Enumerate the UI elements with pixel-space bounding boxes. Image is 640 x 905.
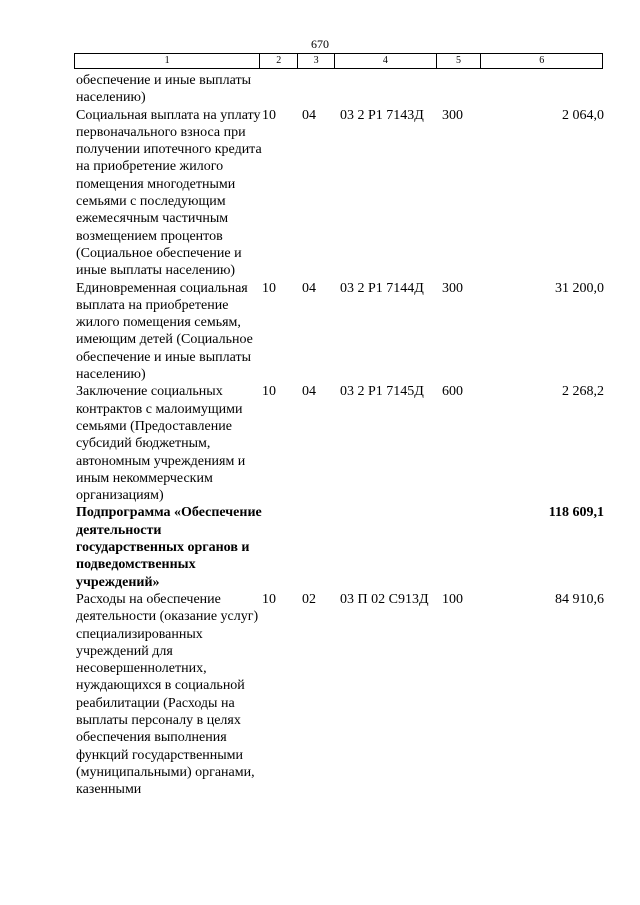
row-name: Расходы на обеспечение деятельности (оказание услуг) специализированных учреждений для несовершеннолетних, нуждающихся в социальной реабилитации (Расходы на выплаты персоналу в целях обеспечения выполнения функций государственными (муниципальными) органами, казенными [76, 591, 259, 798]
row-target-article: 03 2 Р1 7144Д [340, 280, 424, 296]
column-header-row [74, 53, 603, 69]
column-header-4: 4 [335, 54, 437, 68]
column-header-3: 3 [298, 54, 335, 68]
row-name: Единовременная социальная выплата на приобретение жилого помещения семьям, имеющим детей (Социальное обеспечение и иные выплаты населению) [76, 280, 253, 383]
row-section: 10 [262, 384, 276, 400]
budget-table-body [76, 72, 604, 798]
row-target-article: 03 2 Р1 7143Д [340, 107, 424, 123]
row-name: Заключение социальных контрактов с малоимущими семьями (Предоставление субсидий бюджетным, автономным учреждениям и иным некоммерческим организациям) [76, 384, 246, 504]
row-amount: 31 200,0 [555, 280, 604, 296]
row-name: обеспечение и иные выплаты населению) [76, 73, 251, 106]
table-row-subprogram [76, 504, 604, 590]
row-expense-type: 300 [442, 280, 463, 296]
column-header-1: 1 [75, 54, 260, 68]
subprogram-amount: 118 609,1 [548, 505, 604, 521]
table-row [76, 72, 604, 107]
table-row [76, 280, 604, 384]
table-row [76, 591, 604, 799]
row-section: 10 [262, 280, 276, 296]
row-amount: 2 268,2 [562, 384, 604, 400]
column-header-6: 6 [539, 55, 545, 66]
row-amount: 2 064,0 [562, 107, 604, 123]
row-target-article: 03 П 02 С913Д [340, 591, 429, 607]
row-section: 10 [262, 107, 276, 123]
row-subsection: 04 [302, 384, 316, 400]
row-subsection: 02 [302, 591, 316, 607]
subprogram-name: Подпрограмма «Обеспечение деятельности государственных органов и подведомственных учреждений» [76, 505, 262, 590]
row-name: Социальная выплата на уплату первоначального взноса при получении ипотечного кредита на приобретение жилого помещения многодетными семьями с последующим ежемесячным частичным возмещением процентов (Социальное обеспечение и иные выплаты населению) [76, 107, 262, 279]
row-section: 10 [262, 591, 276, 607]
column-header-5: 5 [437, 54, 482, 68]
page-number: 670 [311, 37, 329, 51]
row-subsection: 04 [302, 107, 316, 123]
row-subsection: 04 [302, 280, 316, 296]
row-amount: 84 910,6 [555, 591, 604, 607]
table-row [76, 107, 604, 280]
table-row [76, 383, 604, 504]
row-expense-type: 100 [442, 591, 463, 607]
row-target-article: 03 2 Р1 7145Д [340, 384, 424, 400]
row-expense-type: 300 [442, 107, 463, 123]
row-expense-type: 600 [442, 384, 463, 400]
column-header-2: 2 [260, 54, 298, 68]
